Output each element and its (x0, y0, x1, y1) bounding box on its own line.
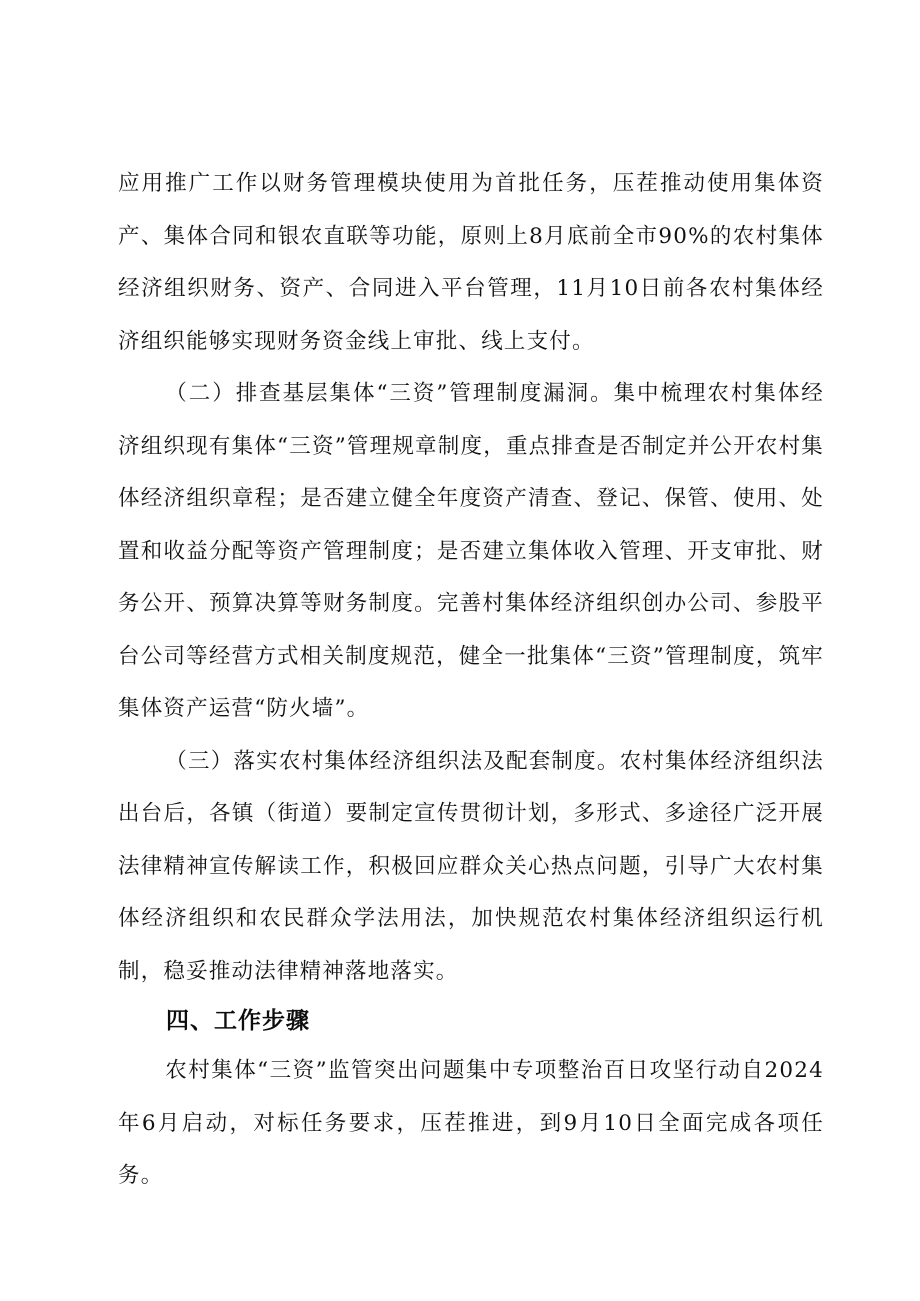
paragraph-platform-rollout: 应用推广工作以财务管理模块使用为首批任务，压茬推动使用集体资产、集体合同和银农直联等功能，原则上8月底前全市90%的农村集体经济组织财务、资产、合同进入平台管理，11月10日前各农村集体经济组织能够实现财务资金线上审批、线上支付。 (118, 171, 824, 354)
document-body (118, 158, 824, 1203)
section-heading-work-steps: 四、工作步骤 (166, 1008, 310, 1034)
paragraph-regulation-review: （二）排查基层集体“三资”管理制度漏洞。集中梳理农村集体经济组织现有集体“三资”管理规章制度，重点排查是否制定并公开农村集体经济组织章程；是否建立健全年度资产清查、登记、保管、使用、处置和收益分配等资产管理制度；是否建立集体收入管理、开支审批、财务公开、预算决算等财务制度。完善村集体经济组织创办公司、参股平台公司等经营方式相关制度规范，健全一批集体“三资”管理制度，筑牢集体资产运营“防火墙”。 (118, 381, 824, 721)
paragraph-timeline: 农村集体“三资”监管突出问题集中专项整治百日攻坚行动自2024年6月启动，对标任务要求，压茬推进，到9月10日全面完成各项任务。 (118, 1058, 824, 1188)
paragraph-law-implementation: （三）落实农村集体经济组织法及配套制度。农村集体经济组织法出台后，各镇（街道）要制定宣传贯彻计划，多形式、多途径广泛开展法律精神宣传解读工作，积极回应群众关心热点问题，引导广大农村集体经济组织和农民群众学法用法，加快规范农村集体经济组织运行机制，稳妥推动法律精神落地落实。 (118, 748, 824, 984)
